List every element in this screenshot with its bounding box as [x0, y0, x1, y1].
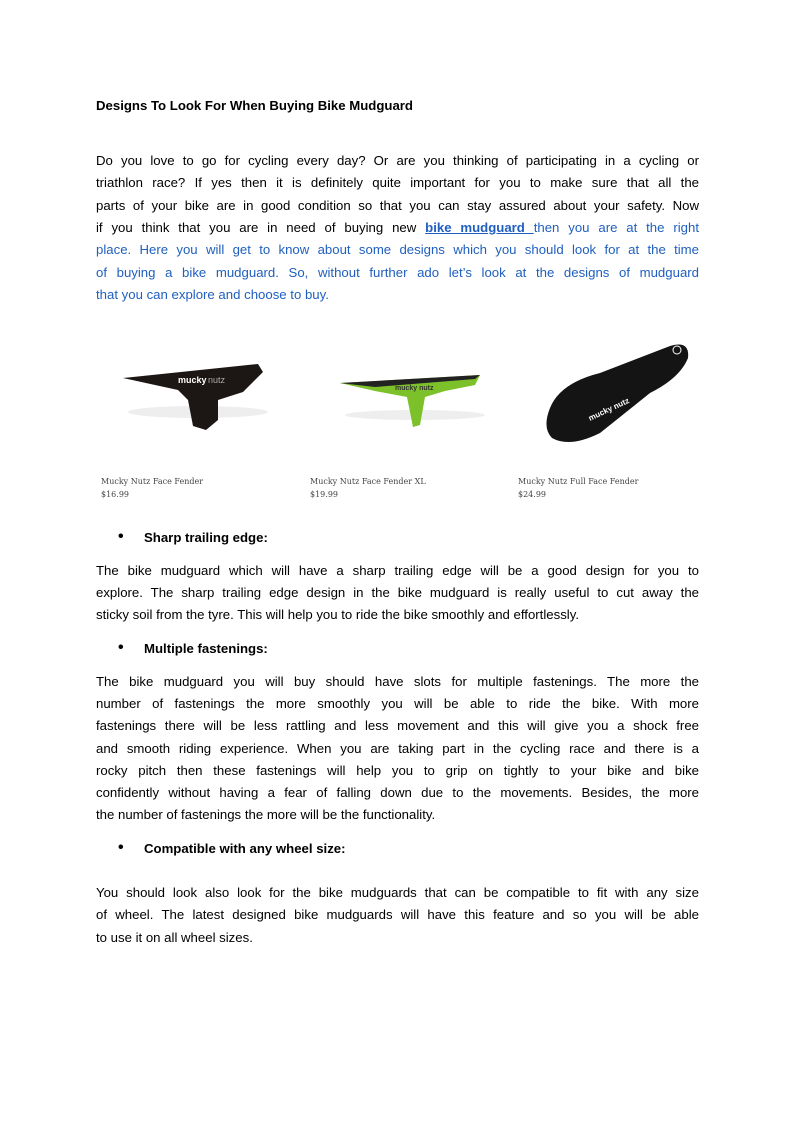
heading-label: Multiple fastenings:: [144, 641, 268, 656]
body-line: and smooth riding experience. When you are taking part in the cycling race and there is a: [96, 741, 699, 756]
body-line: fastenings there will be less rattling and less movement and this will give you a shock free: [96, 718, 699, 733]
body-line: number of fastenings the more smoothly you will be able to ride the bike. With more: [96, 696, 699, 711]
body-line: The bike mudguard you will buy should have slots for multiple fastenings. The more the: [96, 674, 699, 689]
product-price: $19.99: [310, 490, 338, 499]
svg-text:mucky nutz: mucky nutz: [587, 396, 631, 423]
product-name[interactable]: Mucky Nutz Face Fender: [101, 477, 204, 486]
body-line: rocky pitch then these fastenings will help you to grip on tightly to your bike and bike: [96, 763, 699, 778]
document-title: Designs To Look For When Buying Bike Mudguard: [96, 98, 413, 113]
svg-text:mucky: mucky: [178, 375, 207, 385]
heading-label: Sharp trailing edge:: [144, 530, 268, 545]
body-line: of wheel. The latest designed bike mudguards will have this feature and so you will be able: [96, 907, 699, 922]
bullet-icon: •: [118, 528, 124, 545]
body-line: sticky soil from the tyre. This will help you to ride the bike smoothly and effortlessly.: [96, 607, 580, 622]
intro-line: Do you love to go for cycling every day? Or are you thinking of participating in a cycling or: [96, 153, 699, 168]
intro-line: that you can explore and choose to buy.: [96, 287, 329, 302]
product-price: $24.99: [518, 490, 546, 499]
bullet-icon: •: [118, 839, 124, 856]
product-image-full-face-fender: [540, 338, 695, 448]
intro-line: [96, 220, 699, 236]
body-line: You should look also look for the bike mudguards that can be compatible to fit with any size: [96, 885, 699, 900]
svg-text:nutz: nutz: [208, 375, 226, 385]
intro-line: of buying a bike mudguard. So, without further ado let’s look at the designs of mudguard: [96, 265, 699, 280]
body-line: to use it on all wheel sizes.: [96, 930, 253, 945]
intro-text: if you think that you are in need of buying new: [96, 220, 426, 235]
product-image-face-fender-xl: [335, 365, 485, 440]
heading-label: Compatible with any wheel size:: [144, 841, 346, 856]
product-name[interactable]: Mucky Nutz Full Face Fender: [518, 477, 639, 486]
intro-line: place. Here you will get to know about some designs which you should look for at the time: [96, 242, 699, 257]
svg-text:mucky nutz: mucky nutz: [395, 385, 434, 392]
intro-text: then you are at the right: [533, 220, 699, 235]
bike-mudguard-link[interactable]: bike mudguard: [425, 220, 534, 235]
product-name[interactable]: Mucky Nutz Face Fender XL: [310, 477, 426, 486]
intro-line: parts of your bike are in good condition so that you can stay assured about your safety. Now: [96, 198, 699, 213]
body-line: confidently without having a fear of falling down due to the movements. Besides, the more: [96, 785, 699, 800]
intro-line: triathlon race? If yes then it is definitely quite important for you to make sure that all the: [96, 175, 699, 190]
product-price: $16.99: [101, 490, 129, 499]
body-line: explore. The sharp trailing edge design in the bike mudguard is really useful to cut away the: [96, 585, 699, 600]
bullet-icon: •: [118, 639, 124, 656]
body-line: The bike mudguard which will have a sharp trailing edge will be a good design for you to: [96, 563, 699, 578]
body-line: the number of fastenings the more will be the functionality.: [96, 807, 436, 822]
product-image-face-fender: [118, 350, 268, 445]
